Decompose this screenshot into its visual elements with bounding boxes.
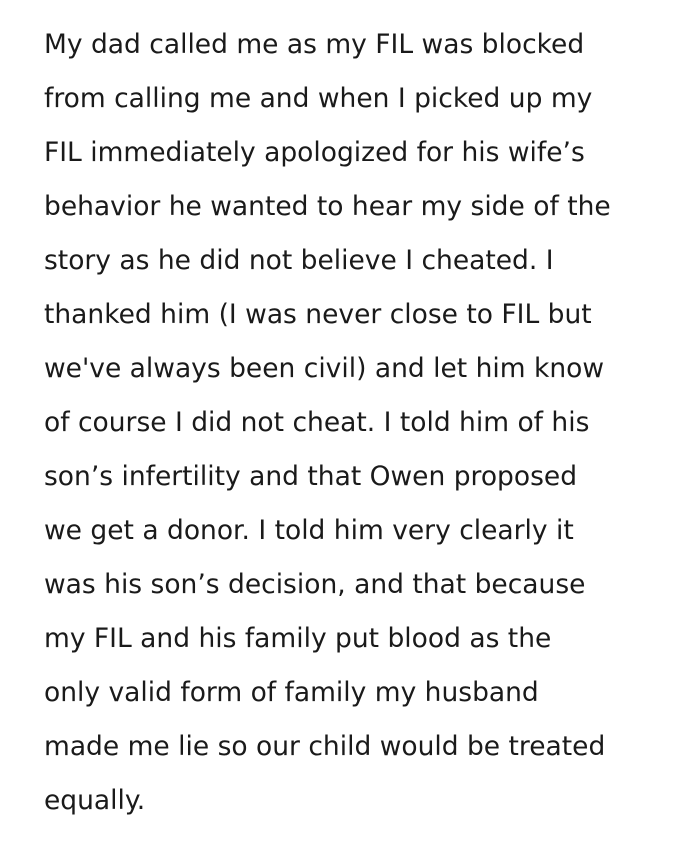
text-line: only valid form of family my husband <box>44 677 539 708</box>
text-line: thanked him (I was never close to FIL but <box>44 299 592 330</box>
text-line: from calling me and when I picked up my <box>44 83 593 114</box>
text-line: we get a donor. I told him very clearly it <box>44 515 574 546</box>
text-line: story as he did not believe I cheated. I <box>44 245 554 276</box>
text-line: FIL immediately apologized for his wife’s <box>44 137 585 168</box>
text-line: made me lie so our child would be treated <box>44 731 606 762</box>
story-paragraph <box>44 18 684 828</box>
text-line: equally. <box>44 785 146 816</box>
text-line: was his son’s decision, and that because <box>44 569 586 600</box>
text-line: My dad called me as my FIL was blocked <box>44 29 585 60</box>
text-line: son’s infertility and that Owen proposed <box>44 461 578 492</box>
text-line: my FIL and his family put blood as the <box>44 623 552 654</box>
text-line: we've always been civil) and let him know <box>44 353 605 384</box>
text-line: behavior he wanted to hear my side of the <box>44 191 611 222</box>
text-line: of course I did not cheat. I told him of his <box>44 407 590 438</box>
